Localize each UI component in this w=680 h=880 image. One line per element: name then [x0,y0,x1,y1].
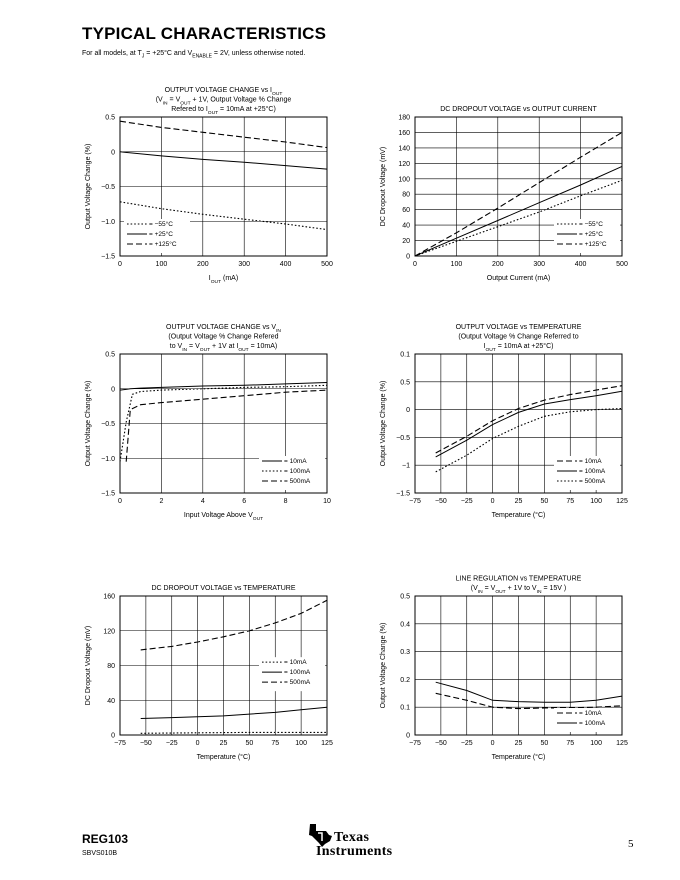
chart-title-line: ($V_{IN} = V_{OUT} + 1V$, Output Voltage % Change [155,96,292,106]
legend [554,219,620,253]
x-tick-label: 100 [450,261,463,268]
chart-4 [380,324,628,519]
legend-entry: = 100mA [579,468,606,475]
chart-title-line: OUTPUT VOLTAGE CHANGE vs $V_{IN}$ [166,324,281,334]
x-tick-label: 50 [245,740,254,747]
legend-entry: = 10mA [579,710,602,717]
chart-title-line: (Output Voltage % Change Referred to [458,333,579,341]
y-tick-label: −0.5 [396,434,410,442]
y-tick-label: 0.1 [400,704,410,712]
x-tick-label: −25 [460,740,473,747]
chart-title-line: Refered to $I_{OUT} = 10mA$ at +25°C) [171,106,276,116]
chart-title-line: LINE REGULATION vs TEMPERATURE [455,575,582,583]
legend-entry: = +125°C [579,241,607,248]
x-tick-label: 125 [321,740,333,747]
y-tick-label: 160 [398,129,410,137]
series-line-3 [126,390,327,462]
y-tick-label: 0.4 [400,621,410,629]
x-tick-label: 500 [616,261,628,268]
y-tick-label: 40 [107,697,115,705]
y-tick-label: −1.5 [101,253,115,261]
x-tick-label: 6 [242,498,247,505]
y-tick-label: 140 [398,145,410,153]
y-axis-label: DC Dropout Voltage (mV) [380,146,387,227]
x-tick-label: 0 [118,261,122,268]
x-tick-label: −50 [139,740,152,747]
x-tick-label: −75 [409,498,421,505]
series-line-1 [141,732,327,733]
y-tick-label: 20 [402,238,410,246]
y-axis-label: DC Dropout Voltage (mV) [85,625,92,706]
series-line-3 [141,600,327,650]
x-tick-label: 400 [574,261,587,268]
chart-title-line: OUTPUT VOLTAGE vs TEMPERATURE [455,324,582,331]
y-tick-label: −1 [402,462,410,470]
chart-title-line: DC DROPOUT VOLTAGE vs TEMPERATURE [151,585,296,592]
y-tick-label: 40 [402,222,410,230]
y-tick-label: 0 [111,149,115,157]
y-tick-label: 0 [406,253,410,261]
legend [124,219,190,253]
x-axis-label: $I_{OUT}$ (mA) [208,275,239,285]
y-tick-label: −0.5 [101,421,115,428]
legend-entry: = 100mA [579,720,606,727]
x-tick-label: 10 [323,498,331,505]
x-axis-label: Input Voltage Above $V_{OUT}$ [183,512,264,522]
y-tick-label: 0.3 [400,649,410,657]
y-tick-label: −0.5 [101,184,115,191]
x-axis-label: Output Current (mA) [486,275,551,282]
x-tick-label: 50 [540,498,549,505]
x-tick-label: 300 [533,261,546,268]
legend [554,708,620,732]
legend-entry: = 10mA [284,458,307,465]
x-tick-label: 0 [195,740,200,747]
x-tick-label: 300 [238,261,251,268]
y-tick-label: 0 [111,386,115,394]
chart-title-line: $I_{OUT} = 10mA$ at +25°C) [483,343,554,353]
x-tick-label: −50 [434,740,447,747]
x-axis-label: Temperature (°C) [491,512,546,519]
y-tick-label: −1.0 [101,455,115,463]
legend-entry: = 10mA [579,458,602,465]
chart-2 [380,106,628,282]
legend [554,456,620,490]
legend [259,657,325,691]
x-tick-label: 100 [590,740,602,747]
x-tick-label: 50 [540,740,549,747]
chart-title-line: DC DROPOUT VOLTAGE vs OUTPUT CURRENT [440,106,597,113]
x-tick-label: 200 [196,261,209,268]
x-tick-label: 100 [590,498,602,505]
chart-6 [380,576,628,762]
page-subtitle: For all models, at $T_J = +25^\circ C$ and $V_{ENABLE} = 2V$, unless otherwise noted. [82,50,306,60]
x-tick-label: −25 [460,498,473,505]
y-tick-label: 80 [402,191,410,199]
x-tick-label: −25 [165,740,178,747]
y-tick-label: −1.0 [101,218,115,226]
y-tick-label: 0.5 [400,379,410,387]
y-tick-label: 0 [111,732,115,740]
legend-entry: = +25°C [149,231,173,238]
x-tick-label: −50 [434,498,447,505]
x-tick-label: 100 [155,261,168,268]
series-line-3 [120,121,327,147]
x-tick-label: 25 [514,740,523,747]
y-tick-label: 60 [402,207,410,215]
y-tick-label: 0 [406,407,410,415]
x-tick-label: 25 [219,740,228,747]
x-tick-label: 25 [514,498,523,505]
y-tick-label: −1.5 [101,490,115,498]
series-line-2 [436,391,622,457]
chart-title-line: to $V_{IN} = V_{OUT} + 1V$ at $I_{OUT} = 10mA$) [169,343,278,353]
chart-3 [85,324,331,522]
y-axis-label: Output Voltage Change (%) [85,143,92,230]
x-tick-label: 400 [279,261,292,268]
legend-entry: = 100mA [284,669,311,677]
y-tick-label: 0.5 [105,114,115,122]
chart-title-line: ($V_{IN} = V_{OUT} + 1V$ to $V_{IN} = 15V$ ) [470,585,567,595]
y-axis-label: Output Voltage Change (%) [380,380,387,467]
x-tick-label: 8 [283,498,288,505]
footer-model: REG103 [82,832,129,846]
chart-title-line: (Output Voltage % Change Refered [168,333,279,341]
page-number: 5 [628,838,634,850]
x-tick-label: 200 [491,261,504,268]
series-line-2 [141,707,327,718]
y-tick-label: −1.5 [396,490,410,498]
x-tick-label: −75 [114,740,126,747]
y-axis-label: Output Voltage Change (%) [380,622,387,709]
legend-entry: = 100mA [284,468,311,475]
x-axis-label: Temperature (°C) [196,754,251,761]
legend-entry: = 500mA [579,478,606,485]
chart-title-line: OUTPUT VOLTAGE CHANGE vs $I_{OUT}$ [164,87,283,97]
x-tick-label: 500 [321,261,333,268]
x-tick-label: 0 [490,498,495,505]
x-tick-label: 125 [616,498,628,505]
x-tick-label: 100 [295,740,307,747]
y-tick-label: 80 [107,663,115,670]
page-title: TYPICAL CHARACTERISTICS [82,24,327,43]
legend-entry: = 500mA [284,679,311,687]
legend-entry: = +125°C [149,241,177,248]
x-axis-label: Temperature (°C) [491,754,546,761]
legend-entry: = 500mA [284,478,311,485]
legend-entry: = −55°C [149,221,173,228]
chart-5 [85,585,333,761]
y-axis-label: Output Voltage Change (%) [85,380,92,467]
y-tick-label: 0.1 [400,351,410,359]
x-tick-label: 0 [118,498,122,505]
x-tick-label: 75 [566,498,575,505]
footer-doc-number: SBVS010B [82,850,118,857]
logo-line1: Texas [334,830,370,845]
y-tick-label: 120 [103,628,115,636]
x-tick-label: 4 [200,498,205,505]
x-tick-label: 0 [490,740,495,747]
series-line-2 [120,152,327,169]
y-tick-label: 180 [398,114,410,122]
chart-1 [85,87,333,285]
legend-entry: = −55°C [579,221,603,228]
legend [259,456,325,490]
y-tick-label: 0.2 [400,676,410,684]
y-tick-label: 120 [398,160,410,168]
x-tick-label: 2 [159,498,164,505]
x-tick-label: 125 [616,740,628,747]
y-tick-label: 0.5 [105,351,115,359]
logo-line2: Instruments [316,844,393,859]
y-tick-label: 160 [103,593,115,601]
x-tick-label: 75 [271,740,280,747]
x-tick-label: 75 [566,740,575,747]
y-tick-label: 0 [406,732,410,740]
x-tick-label: 0 [413,261,417,268]
legend-entry: = 10mA [284,659,307,667]
legend-entry: = +25°C [579,231,603,238]
x-tick-label: −75 [409,740,421,747]
y-tick-label: 100 [398,176,410,184]
ti-logo [306,822,426,862]
y-tick-label: 0.5 [400,593,410,601]
